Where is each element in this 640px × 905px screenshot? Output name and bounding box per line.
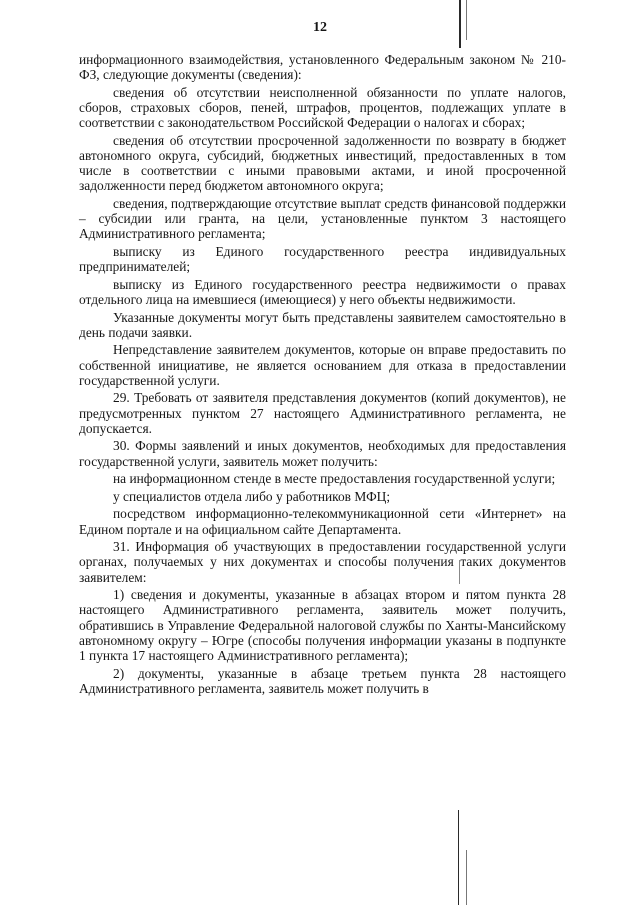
body-paragraph: выписку из Единого государственного реестра недвижимости о правах отдельного лица на имевшиеся (имеющиеся) у него объекты недвижимости. xyxy=(79,276,566,307)
scan-margin-line xyxy=(458,810,459,905)
body-paragraph: сведения об отсутствии неисполненной обязанности по уплате налогов, сборов, страховых сборов, пеней, штрафов, процентов, подлежащих уплате в соответствии с законодательством Российской Федерации о налогах и сборах; xyxy=(79,84,566,131)
page-number: 12 xyxy=(313,20,327,35)
body-paragraph: посредством информационно-телекоммуникационной сети «Интернет» на Едином портале и на официальном сайте Департамента. xyxy=(79,506,566,537)
body-paragraph: 2) документы, указанные в абзаце третьем пункта 28 настоящего Административного регламента, заявитель может получить в xyxy=(79,665,566,696)
body-paragraph: сведения об отсутствии просроченной задолженности по возврату в бюджет автономного округа, субсидий, бюджетных инвестиций, предоставленных в том числе в соответствии с иными правовыми актами, и иной просроченной задолженности перед бюджетом автономного округа; xyxy=(79,132,566,194)
body-paragraph: 29. Требовать от заявителя представления документов (копий документов), не предусмотренных пунктом 27 настоящего Административного регламента, не допускается. xyxy=(79,390,566,436)
body-paragraph: Указанные документы могут быть представлены заявителем самостоятельно в день подачи заявки. xyxy=(79,309,566,340)
body-paragraph: 1) сведения и документы, указанные в абзацах втором и пятом пункта 28 настоящего Административного регламента, заявитель может получить, обратившись в Управление Федеральной налоговой службы по Ханты-Мансийскому автономному округу – Югре (способы получения информации указаны в подпункте 1 пункта 17 настоящего Административного регламента); xyxy=(79,587,566,663)
document-body xyxy=(79,52,566,698)
body-paragraph: 31. Информация об участвующих в предоставлении государственной услуги органах, получаемых у них документах и способы получения таких документов заявителем: xyxy=(79,539,566,585)
body-paragraph: 30. Формы заявлений и иных документов, необходимых для предоставления государственной услуги, заявитель может получить: xyxy=(79,438,566,469)
body-paragraph: Непредставление заявителем документов, которые он вправе предоставить по собственной инициативе, не является основанием для отказа в предоставлении государственной услуги. xyxy=(79,342,566,388)
body-paragraph: сведения, подтверждающие отсутствие выплат средств финансовой поддержки – субсидии или гранта, на цели, установленные пунктом 3 настоящего Административного регламента; xyxy=(79,196,566,242)
body-paragraph: информационного взаимодействия, установленного Федеральным законом № 210-ФЗ, следующие документы (сведения): xyxy=(79,52,566,83)
body-paragraph: выписку из Единого государственного реестра индивидуальных предпринимателей; xyxy=(79,244,566,275)
scan-margin-line xyxy=(466,0,467,40)
scan-margin-line xyxy=(466,850,467,905)
body-paragraph: у специалистов отдела либо у работников МФЦ; xyxy=(113,488,391,504)
body-paragraph: на информационном стенде в месте предоставления государственной услуги; xyxy=(113,471,556,487)
scan-margin-line xyxy=(459,0,461,48)
